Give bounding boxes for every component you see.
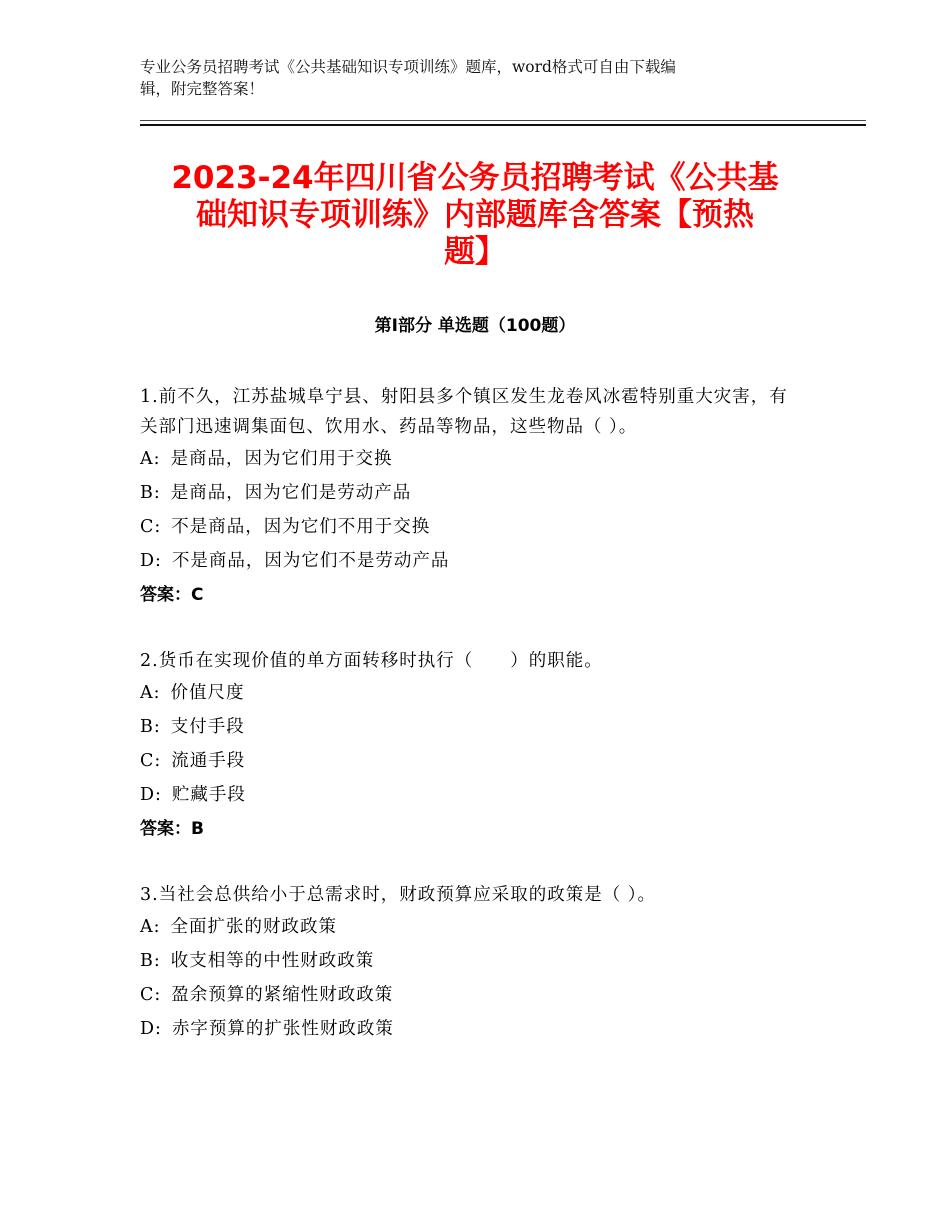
option-letter: A: xyxy=(140,683,161,703)
option-c xyxy=(140,744,800,778)
question-list xyxy=(140,382,800,1080)
option-text: 盈余预算的紧缩性财政政策 xyxy=(171,985,394,1005)
option-letter: C: xyxy=(140,985,162,1005)
option-a xyxy=(140,442,800,476)
option-text: 流通手段 xyxy=(171,751,246,771)
header-divider-thick xyxy=(140,124,866,126)
question-stem: 1.前不久，江苏盐城阜宁县、射阳县多个镇区发生龙卷风冰雹特别重大灾害，有关部门迅速调集面包、饮用水、药品等物品，这些物品（ ）。 xyxy=(140,387,788,437)
document-title-line-2: 础知识专项训练》内部题库含答案【预热 xyxy=(196,197,754,233)
option-d xyxy=(140,544,800,578)
document-title xyxy=(140,160,810,271)
option-text: 是商品，因为它们是劳动产品 xyxy=(170,483,412,503)
option-d xyxy=(140,1012,800,1046)
option-text: 价值尺度 xyxy=(170,683,245,703)
option-a xyxy=(140,910,800,944)
option-c xyxy=(140,978,800,1012)
option-b xyxy=(140,710,800,744)
header-note xyxy=(140,56,840,100)
option-text: 赤字预算的扩张性财政政策 xyxy=(171,1019,394,1039)
option-text: 全面扩张的财政政策 xyxy=(170,917,338,937)
question-stem: 3.当社会总供给小于总需求时，财政预算应采取的政策是（ ）。 xyxy=(140,885,657,905)
section-heading: 第Ⅰ部分 单选题（100题） xyxy=(374,316,576,336)
option-text: 收支相等的中性财政政策 xyxy=(170,951,375,971)
answer-label: 答案：B xyxy=(140,819,204,839)
option-c xyxy=(140,510,800,544)
header-note-line-1: 专业公务员招聘考试《公共基础知识专项训练》题库，word格式可自由下载编 xyxy=(140,58,676,76)
option-text: 不是商品，因为它们不用于交换 xyxy=(171,517,431,537)
option-b xyxy=(140,476,800,510)
option-d xyxy=(140,778,800,812)
option-letter: B: xyxy=(140,951,161,971)
document-title-line-3: 题】 xyxy=(444,234,506,270)
question-1 xyxy=(140,382,800,612)
option-letter: C: xyxy=(140,751,162,771)
option-text: 支付手段 xyxy=(170,717,245,737)
option-letter: A: xyxy=(140,917,161,937)
option-a xyxy=(140,676,800,710)
option-text: 是商品，因为它们用于交换 xyxy=(170,449,393,469)
option-letter: D: xyxy=(140,785,162,805)
document-title-line-1: 2023-24年四川省公务员招聘考试《公共基 xyxy=(171,160,779,196)
option-letter: C: xyxy=(140,517,162,537)
option-letter: D: xyxy=(140,1019,162,1039)
option-b xyxy=(140,944,800,978)
option-letter: A: xyxy=(140,449,161,469)
option-letter: B: xyxy=(140,483,161,503)
question-stem: 2.货币在实现价值的单方面转移时执行（ ）的职能。 xyxy=(140,651,603,671)
header-divider-thin xyxy=(140,120,866,121)
answer-label: 答案：C xyxy=(140,585,204,605)
option-letter: D: xyxy=(140,551,162,571)
question-3 xyxy=(140,880,800,1046)
question-2 xyxy=(140,646,800,846)
header-note-line-2: 辑，附完整答案！ xyxy=(140,80,265,98)
option-text: 不是商品，因为它们不是劳动产品 xyxy=(171,551,450,571)
option-letter: B: xyxy=(140,717,161,737)
option-text: 贮藏手段 xyxy=(171,785,246,805)
